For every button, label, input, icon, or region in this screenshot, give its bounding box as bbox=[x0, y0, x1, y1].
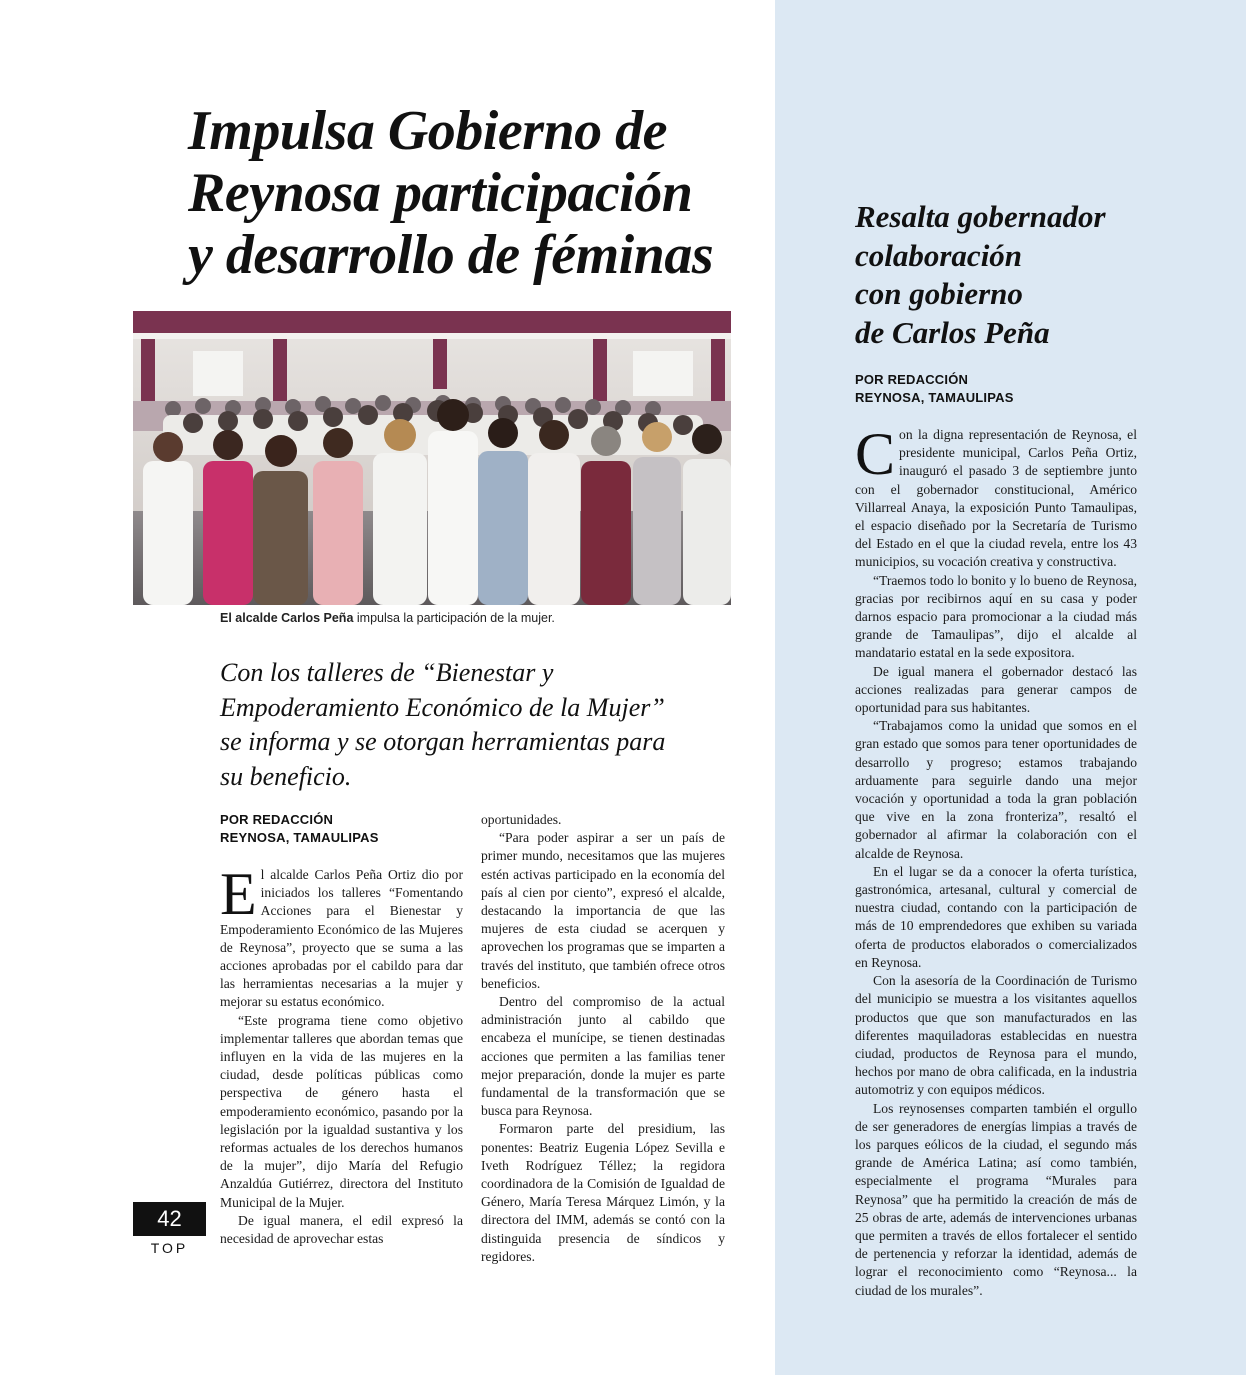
main-deck-line-3: se informa y se otorgan herramientas para bbox=[220, 727, 666, 756]
side-column bbox=[855, 421, 1137, 1300]
side-paragraph-6: Con la asesoría de la Coordinación de Turismo del municipio se muestra a los visitantes aquellos productos que que son manufacturados en las diferentes maquiladoras establecidas en nuestra ciudad, productos de Reynosa para el mundo, hechos por mano de obra calificada, en la industria automotriz y con equipos médicos. bbox=[855, 973, 1137, 1098]
main-dropcap: E bbox=[220, 861, 257, 927]
main-col2-paragraph-3: Formaron parte del presidium, las ponentes: Beatriz Eugenia López Sevilla e Iveth Rodríguez Téllez; la regidora coordinadora de la Comisión de Igualdad de Género, María Teresa Márquez Limón, y la directora del IMM, además se contó con la distinguida presencia de síndicos y regidores. bbox=[481, 1121, 725, 1264]
main-column-1 bbox=[220, 861, 463, 1248]
side-headline-line-1: Resalta gobernador bbox=[855, 199, 1106, 234]
main-headline-line-1: Impulsa Gobierno de bbox=[188, 100, 667, 162]
group-photo bbox=[133, 311, 731, 605]
side-paragraph-7: Los reynosenses comparten también el orgullo de ser generadores de energías limpias a través de los parques eólicos de la ciudad, el segundo más grande de América Latina; así como también, especialmente el programa “Murales para Reynosa” que ha permitido la creación de más de 25 obras de arte, además de intervenciones urbanas que permiten a través de ellos fortalecer el sentido de pertenencia y reforzar la identidad, además de lograr el reconocimiento como “Reynosa... la ciudad de los murales”. bbox=[855, 1100, 1137, 1298]
side-byline-location: REYNOSA, TAMAULIPAS bbox=[855, 390, 1014, 405]
side-dropcap: C bbox=[855, 421, 896, 487]
main-col1-paragraph-2: “Este programa tiene como objetivo implementar talleres que abordan temas que influyen en la vida de las mujeres en la ciudad, desde políticas públicas como perspectiva de género hasta el empoderamiento económico, pasando por la legislación por la igualdad sustantiva y los reformas actuales de los derechos humanos de la mujer”, dijo María del Refugio Anzaldúa Gutiérrez, directora del Instituto Municipal de la Mujer. bbox=[220, 1012, 463, 1210]
main-col2-paragraph-0: oportunidades. bbox=[481, 812, 562, 827]
main-col2-paragraph-1: “Para poder aspirar a ser un país de primer mundo, necesitamos que las mujeres estén activas participado en la economía del país al cien por ciento”, expresó el alcalde, destacando la importancia de que las mujeres de esta ciudad se acerquen y aprovechen los programas que se imparten a través del instituto, que también ofrece otros beneficios. bbox=[481, 830, 725, 991]
side-byline bbox=[855, 371, 1014, 407]
side-paragraph-2: “Traemos todo lo bonito y lo bueno de Reynosa, gracias por recibirnos aquí en su casa y poder darnos espacio para promocionar a la ciudad más grande de Tamaulipas”, dijo el alcalde al mandatario estatal en la sede expositora. bbox=[855, 572, 1137, 661]
main-byline-location: REYNOSA, TAMAULIPAS bbox=[220, 830, 379, 845]
main-column-2 bbox=[481, 811, 725, 1266]
side-paragraph-5: En el lugar se da a conocer la oferta turística, gastronómica, artesanal, cultural y comercial de nuestra ciudad, contando con la participación de más de 10 emprendedores que exhiben su variada oferta de productos elaborados o comercializados en Reynosa. bbox=[855, 863, 1137, 970]
photo-caption-bold: El alcalde Carlos Peña bbox=[220, 611, 354, 625]
main-deck-line-1: Con los talleres de “Bienestar y bbox=[220, 658, 554, 687]
main-deck-line-4: su beneficio. bbox=[220, 761, 352, 791]
main-byline bbox=[220, 811, 379, 847]
side-headline bbox=[855, 198, 1215, 352]
main-col1-paragraph-3: De igual manera, el edil expresó la necesidad de aprovechar estas bbox=[220, 1212, 463, 1247]
main-col2-paragraph-2: Dentro del compromiso de la actual administración junto al cabildo que encabeza el munícipe, se tienen destinadas acciones que permiten a las familias tener mejor preparación, donde la mujer es parte fundamental de la transformación que se busca para Reynosa. bbox=[481, 994, 725, 1119]
main-col1-paragraph-1 bbox=[220, 861, 463, 1012]
side-paragraph-1 bbox=[855, 421, 1137, 572]
magazine-name: TOP bbox=[150, 1240, 189, 1256]
side-paragraph-3: De igual manera el gobernador destacó las acciones realizadas para generar campos de oportunidad para sus habitantes. bbox=[855, 663, 1137, 716]
main-headline-line-2: Reynosa participación bbox=[188, 162, 693, 224]
photo-caption bbox=[220, 611, 740, 625]
side-byline-author: POR REDACCIÓN bbox=[855, 372, 969, 387]
main-deck-line-2: Empoderamiento Económico de la Mujer” bbox=[220, 692, 665, 722]
side-headline-line-3: con gobierno bbox=[855, 276, 1023, 311]
side-headline-line-4: de Carlos Peña bbox=[855, 314, 1050, 350]
side-paragraph-1-text: on la digna representación de Reynosa, el presidente municipal, Carlos Peña Ortiz, inauguró el pasado 3 de septiembre junto con el gobernador constitucional, Américo Villarreal Anaya, la exposición Punto Tamaulipas, el espacio diseñado por la Secretaría de Turismo del Estado en el que la ciudad revela, entre los 43 municipios, su vocación creativa y constructiva. bbox=[855, 427, 1137, 570]
side-headline-line-2: colaboración bbox=[855, 237, 1023, 273]
main-col1-paragraph-1-text: l alcalde Carlos Peña Ortiz dio por iniciados los talleres “Fomentando Acciones para el Bienestar y Empoderamiento Económico de las Mujeres de Reynosa”, proyecto que se suma a las acciones aprobadas por el cabildo para dar las herramientas necesarias a la mujer y mejorar su estatus económico. bbox=[220, 867, 463, 1010]
main-headline-line-3: y desarrollo de féminas bbox=[188, 224, 714, 286]
main-headline bbox=[188, 100, 748, 286]
main-byline-author: POR REDACCIÓN bbox=[220, 812, 334, 827]
photo-caption-rest: impulsa la participación de la mujer. bbox=[353, 611, 555, 625]
side-paragraph-4: “Trabajamos como la unidad que somos en el gran estado que somos para tener oportunidades de desarrollo y progreso; estamos trabajando arduamente para seguirle dando una mejor vocación y oportunidad a toda la gran población que vive en la zona fronteriza”, resaltó el gobernador al afirmar la colaboración con el alcalde de Reynosa. bbox=[855, 718, 1137, 861]
group-photo-illustration bbox=[133, 311, 731, 605]
main-deck bbox=[220, 656, 740, 794]
page-number: 42 bbox=[133, 1202, 206, 1236]
